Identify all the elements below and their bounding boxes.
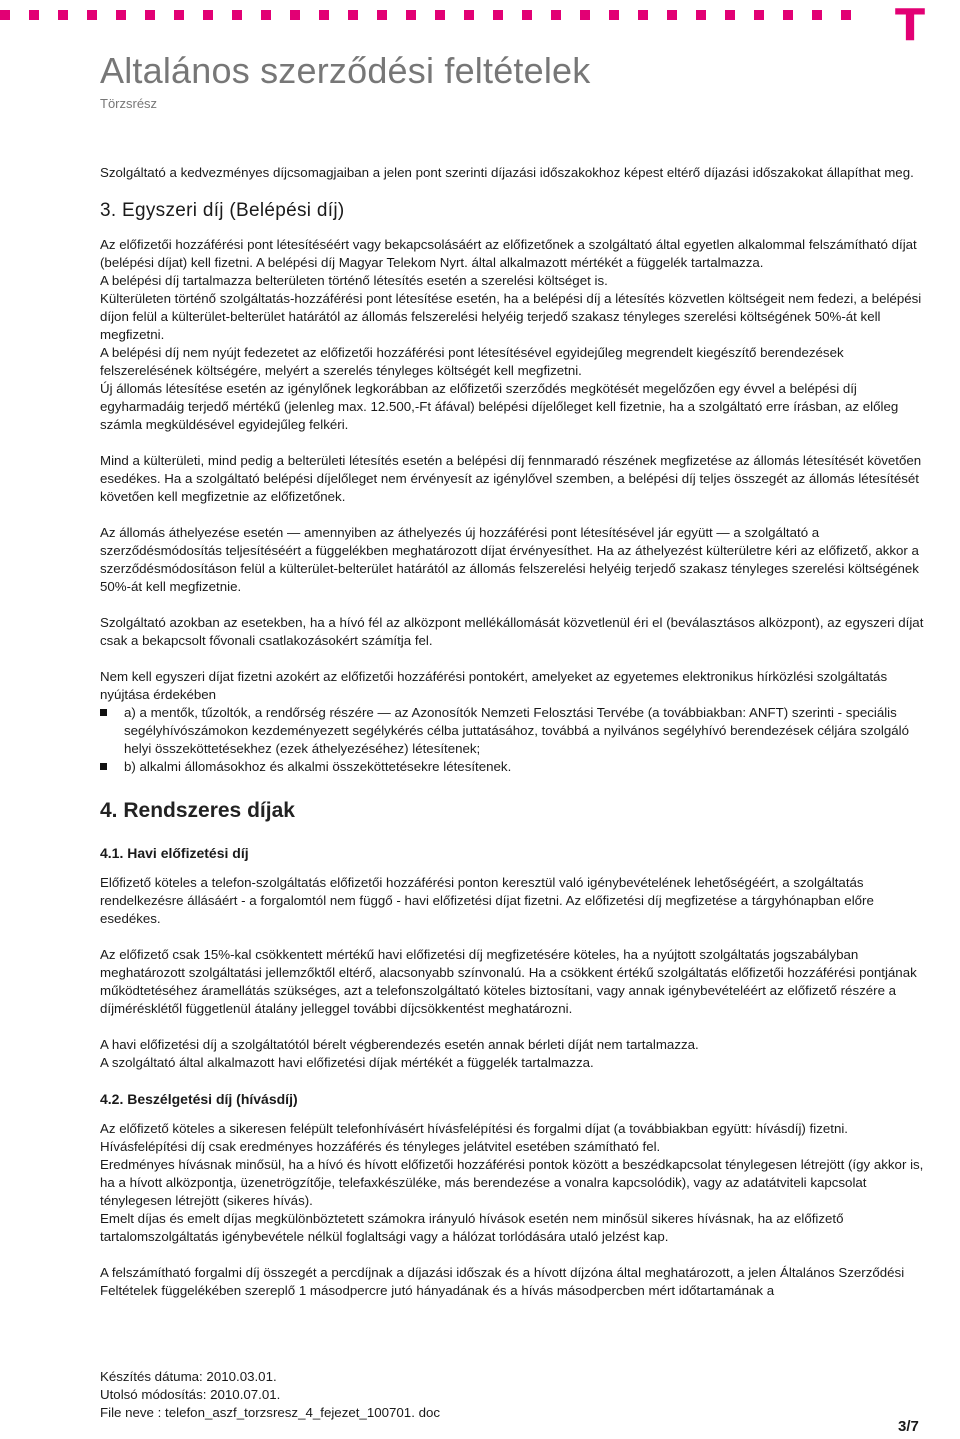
section-3-paragraph-6: Mind a külterületi, mind pedig a belterületi létesítés esetén a belépési díj fennmaradó részének megfizetése az állomás létesítését követően esedékes. Ha a szolgáltató belépési díjelőleget nem érvényesít az igénylővel szemben, a belépési díj teljes összegét az állomás létesítését követően kell megfizetnie az előfizetőnek.	[100, 453, 922, 504]
section-4-1-paragraph-1: Előfizető köteles a telefon-szolgáltatás előfizetői hozzáférési ponton keresztül való igénybevételének lehetőségéért, a szolgáltatás rendelkezésre állásáért - a forgalomtól nem függő - havi előfizetési díjat fizetni. Az előfizetési díj megfizetése a tárgyhónapban előre esedékes.	[100, 875, 874, 926]
brand-dot-icon	[493, 10, 503, 20]
section-4-2-paragraph-5: A felszámítható forgalmi díj összegét a percdíjnak a díjazási időszak és a hívott díjzóna által meghatározott, a jelen Általános Szerződési Feltételek függelékében szereplő 1 másodpercre jutó hányadának és a hívás másodpercben mért időtartamának a	[100, 1265, 905, 1298]
brand-dot-icon	[0, 10, 10, 20]
section-3-paragraph-8: Szolgáltató azokban az esetekben, ha a hívó fél az alközpont mellékállomását közvetlenül éri el (beválasztásos alközpont), az egyszeri díjat csak a bekapcsolt fővonali csatlakozásokért számítja fel.	[100, 615, 924, 648]
brand-dot-icon	[87, 10, 97, 20]
brand-dot-icon	[174, 10, 184, 20]
document-subtitle: Törzsrész	[100, 96, 158, 111]
document-body	[100, 164, 928, 1300]
section-4-heading: 4. Rendszeres díjak	[100, 799, 295, 822]
brand-dot-icon	[58, 10, 68, 20]
brand-dot-icon	[116, 10, 126, 20]
document-title: Altalános szerződési feltételek	[100, 50, 591, 91]
section-4-1-paragraph-2: Az előfizető csak 15%-kal csökkentett mértékű havi előfizetési díj megfizetésére köteles, ha a nyújtott szolgáltatás jogszabályban meghatározott szolgáltatási jellemzőktől eltérő, alacsonyabb színvonalú. Ha a csökkent értékű szolgáltatás előfizetői hozzáférési pontjának működtetéséhez áramellátás szükséges, azt a telefonszolgáltató köteles biztosítani, vagy annak igénybevételéért az előfizető részére a díjmérésklétől függetlenül átalány jelleggel további díjcsökkentést meghatározni.	[100, 947, 917, 1016]
brand-dot-icon	[435, 10, 445, 20]
brand-dot-icon	[754, 10, 764, 20]
section-3-paragraph-7: Az állomás áthelyezése esetén — amennyiben az áthelyezés új hozzáférési pont létesítésével jár együtt — a szolgáltató a szerződésmódosítás teljesítéséért a függelékben meghatározott díjat érvényesíthet. Ha az áthelyezést külterületre kéri az előfizető, akkor a szerződésmódosításon felül a külterület-belterület határától az állomás felszerelési helyéig terjedő szakasz tényleges szerelési költségének 50%-át kell megfizetnie.	[100, 525, 919, 594]
intro-paragraph: Szolgáltató a kedvezményes díjcsomagjaiban a jelen pont szerinti díjazási időszakokhoz képest eltérő díjazási időszakokat állapíthat meg.	[100, 165, 914, 180]
section-3-paragraph-3: Külterületen történő szolgáltatás-hozzáférési pont létesítése esetén, ha a belépési díj a létesítés közvetlen költségeit nem fedezi, a belépési díjon felül a külterület-belterület határától az állomás felszerelési helyéig terjedő szakasz tényleges szerelési költségének 50%-át kell megfizetni.	[100, 291, 922, 342]
section-3-paragraph-1: Az előfizetői hozzáférési pont létesítéséért vagy bekapcsolásáért az előfizetőnek a szolgáltató által egyetlen alkalommal felszámítható díjat (belépési díjat) kell fizetni. A belépési díj Magyar Telekom Nyrt. által alkalmazott mértékét a függelék tartalmazza.	[100, 237, 917, 270]
section-4-1-paragraph-4: A szolgáltató által alkalmazott havi előfizetési díjak mértékét a függelék tartalmazza.	[100, 1055, 594, 1070]
brand-dot-icon	[696, 10, 706, 20]
list-item: a) a mentők, tűzoltók, a rendőrség részére — az Azonosítók Nemzeti Felosztási Tervébe (a továbbiakban: ANFT) szerinti - speciális segélyhívószámokon kezdeményezett segélykérés célba juttatásához, továbbá a nyilvános segélyhívó berendezések céljára szolgáló helyi összeköttetésekhez (ezek áthelyezéséhez) létesítenek;	[100, 704, 928, 758]
brand-dot-icon	[464, 10, 474, 20]
brand-dot-icon	[319, 10, 329, 20]
brand-dot-icon	[261, 10, 271, 20]
telekom-logo-letter: T	[895, 0, 926, 51]
section-4-1-heading: 4.1. Havi előfizetési díj	[100, 845, 249, 861]
brand-dot-icon	[377, 10, 387, 20]
section-4-1-paragraph-3: A havi előfizetési díj a szolgáltatótól bérelt végberendezés esetén annak bérleti díját nem tartalmazza.	[100, 1037, 699, 1052]
telekom-logo	[895, 0, 935, 51]
brand-dot-icon	[638, 10, 648, 20]
list-item: b) alkalmi állomásokhoz és alkalmi összeköttetésekre létesítenek.	[100, 758, 928, 776]
brand-dot-icon	[667, 10, 677, 20]
section-3-paragraph-4: A belépési díj nem nyújt fedezetet az előfizetői hozzáférési pont létesítésével egyidejűleg megrendelt kiegészítő berendezések felszerelésének költségére, melyért a szerelés tényleges költségét kell megfizetni.	[100, 345, 844, 378]
brand-dot-icon	[551, 10, 561, 20]
brand-dot-icon	[145, 10, 155, 20]
brand-dot-icon	[348, 10, 358, 20]
section-3-heading: 3. Egyszeri díj (Belépési díj)	[100, 200, 345, 221]
section-3-paragraph-2: A belépési díj tartalmazza belterületen történő létesítés esetén a szerelési költséget is.	[100, 273, 608, 288]
brand-dot-icon	[232, 10, 242, 20]
section-4-2-paragraph-4: Emelt díjas és emelt díjas megkülönböztetett számokra irányuló hívások esetén nem minősül sikeres hívásnak, ha az előfizető tartalomszolgáltatás igénybevétele nélkül foglaltsági vagy a hálózat torlódására utaló jelzést kap.	[100, 1211, 844, 1244]
section-4-2-paragraph-2: Hívásfelépítési díj csak eredményes hozzáférés és tényleges jelátvitel esetében számítható fel.	[100, 1139, 661, 1154]
brand-dot-icon	[522, 10, 532, 20]
page-number: 3/7	[898, 1418, 919, 1435]
brand-dot-icon	[203, 10, 213, 20]
brand-dot-icon	[841, 10, 851, 20]
brand-dot-icon	[725, 10, 735, 20]
brand-dot-icon	[29, 10, 39, 20]
section-3-paragraph-9: Nem kell egyszeri díjat fizetni azokért az előfizetői hozzáférési pontokért, amelyeket az egyetemes elektronikus hírközlési szolgáltatás nyújtása érdekében	[100, 669, 888, 702]
modified-date: Utolsó módosítás: 2010.07.01.	[100, 1387, 281, 1402]
brand-dot-icon	[290, 10, 300, 20]
brand-dot-icon	[609, 10, 619, 20]
brand-dot-icon	[580, 10, 590, 20]
section-4-2-paragraph-1: Az előfizető köteles a sikeresen felépült telefonhívásért hívásfelépítési és forgalmi díjat (a továbbiakban együtt: hívásdíj) fizetni.	[100, 1121, 848, 1136]
brand-dot-icon	[406, 10, 416, 20]
section-4-2-paragraph-3: Eredményes hívásnak minősül, ha a hívó és hívott előfizetői hozzáférési pontok között a beszédkapcsolat ténylegesen létrejött (így akkor is, ha a hívott alközpontja, üzenetrögzítője, telefaxkészüléke, más berendezése a vonalra kapcsolódik), vagy az adatátviteli kapcsolat ténylegesen létrejött (sikeres hívás).	[100, 1157, 924, 1208]
created-date: Készítés dátuma: 2010.03.01.	[100, 1369, 277, 1384]
square-bullet-icon	[100, 763, 107, 770]
file-name: File neve : telefon_aszf_torzsresz_4_fejezet_100701. doc	[100, 1405, 441, 1420]
brand-dot-icon	[812, 10, 822, 20]
section-4-2-heading: 4.2. Beszélgetési díj (hívásdíj)	[100, 1091, 298, 1107]
brand-dot-icon	[783, 10, 793, 20]
brand-dot-strip	[0, 10, 890, 22]
document-footer	[100, 1368, 440, 1422]
exemption-list	[100, 704, 928, 776]
section-3-paragraph-5: Új állomás létesítése esetén az igénylőnek legkorábban az előfizetői szerződés megkötését megelőzően egy évvel a belépési díj egyharmadáig terjedő mértékű (jelenleg max. 12.500,-Ft áfával) belépési díjelőleget kell fizetnie, ha a szolgáltató erre írásban, az előleg számla megküldésével egyidejűleg felkéri.	[100, 381, 899, 432]
square-bullet-icon	[100, 709, 107, 716]
